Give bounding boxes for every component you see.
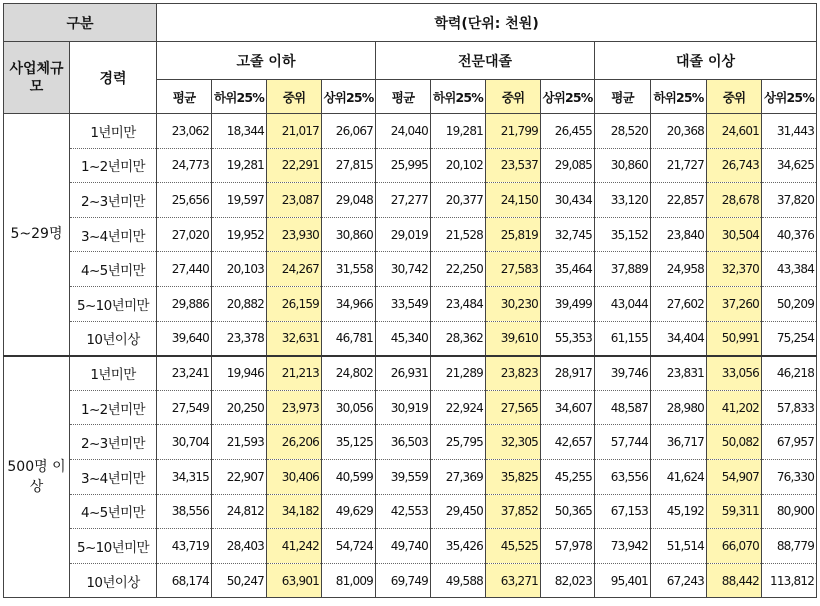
value-cell: 113,812 <box>762 563 817 598</box>
value-cell: 50,209 <box>762 286 817 321</box>
table-row <box>4 563 817 598</box>
header-stat-upper25: 상위25% <box>762 80 817 114</box>
value-cell: 37,889 <box>595 252 651 287</box>
experience-cell: 5~10년미만 <box>70 286 157 321</box>
value-cell: 26,206 <box>267 425 322 460</box>
value-cell: 22,250 <box>431 252 486 287</box>
value-cell: 27,583 <box>486 252 541 287</box>
value-cell: 81,009 <box>322 563 376 598</box>
value-cell: 24,601 <box>707 114 762 149</box>
value-cell: 35,125 <box>322 425 376 460</box>
table-header <box>4 4 817 114</box>
value-cell: 29,085 <box>541 148 595 183</box>
value-cell: 29,019 <box>376 217 431 252</box>
value-cell: 66,070 <box>707 529 762 564</box>
value-cell: 63,901 <box>267 563 322 598</box>
header-stat-median: 중위 <box>267 80 322 114</box>
table-row <box>4 252 817 287</box>
value-cell: 40,376 <box>762 217 817 252</box>
value-cell: 50,247 <box>212 563 267 598</box>
header-category: 구분 <box>4 4 157 42</box>
header-edu-level-college: 전문대졸 <box>376 42 595 80</box>
value-cell: 21,727 <box>651 148 707 183</box>
value-cell: 22,907 <box>212 459 267 494</box>
value-cell: 19,281 <box>431 114 486 149</box>
value-cell: 20,103 <box>212 252 267 287</box>
value-cell: 73,942 <box>595 529 651 564</box>
experience-cell: 2~3년미만 <box>70 425 157 460</box>
value-cell: 25,995 <box>376 148 431 183</box>
value-cell: 34,625 <box>762 148 817 183</box>
value-cell: 27,277 <box>376 183 431 218</box>
value-cell: 69,749 <box>376 563 431 598</box>
value-cell: 30,860 <box>595 148 651 183</box>
experience-cell: 10년이상 <box>70 321 157 356</box>
value-cell: 22,857 <box>651 183 707 218</box>
header-stat-average: 평균 <box>595 80 651 114</box>
value-cell: 63,556 <box>595 459 651 494</box>
value-cell: 88,442 <box>707 563 762 598</box>
value-cell: 27,815 <box>322 148 376 183</box>
table-row <box>4 459 817 494</box>
value-cell: 39,499 <box>541 286 595 321</box>
value-cell: 75,254 <box>762 321 817 356</box>
value-cell: 38,556 <box>157 494 212 529</box>
value-cell: 39,746 <box>595 356 651 391</box>
value-cell: 33,056 <box>707 356 762 391</box>
value-cell: 55,353 <box>541 321 595 356</box>
value-cell: 50,082 <box>707 425 762 460</box>
value-cell: 27,602 <box>651 286 707 321</box>
value-cell: 20,102 <box>431 148 486 183</box>
value-cell: 82,023 <box>541 563 595 598</box>
value-cell: 28,678 <box>707 183 762 218</box>
value-cell: 51,514 <box>651 529 707 564</box>
value-cell: 26,743 <box>707 148 762 183</box>
value-cell: 27,565 <box>486 390 541 425</box>
header-edu-level-highschool: 고졸 이하 <box>157 42 376 80</box>
value-cell: 23,831 <box>651 356 707 391</box>
value-cell: 24,267 <box>267 252 322 287</box>
value-cell: 39,640 <box>157 321 212 356</box>
value-cell: 21,213 <box>267 356 322 391</box>
value-cell: 37,820 <box>762 183 817 218</box>
value-cell: 30,056 <box>322 390 376 425</box>
value-cell: 19,281 <box>212 148 267 183</box>
value-cell: 35,152 <box>595 217 651 252</box>
experience-cell: 1~2년미만 <box>70 390 157 425</box>
table-row <box>4 356 817 391</box>
value-cell: 54,724 <box>322 529 376 564</box>
header-edu-level-university: 대졸 이상 <box>595 42 817 80</box>
value-cell: 34,966 <box>322 286 376 321</box>
value-cell: 28,980 <box>651 390 707 425</box>
experience-cell: 2~3년미만 <box>70 183 157 218</box>
value-cell: 21,799 <box>486 114 541 149</box>
value-cell: 50,365 <box>541 494 595 529</box>
experience-cell: 4~5년미만 <box>70 494 157 529</box>
value-cell: 67,243 <box>651 563 707 598</box>
table-row <box>4 321 817 356</box>
value-cell: 23,537 <box>486 148 541 183</box>
header-stat-median: 중위 <box>486 80 541 114</box>
value-cell: 23,484 <box>431 286 486 321</box>
value-cell: 31,558 <box>322 252 376 287</box>
value-cell: 23,087 <box>267 183 322 218</box>
header-experience: 경력 <box>70 42 157 114</box>
value-cell: 22,291 <box>267 148 322 183</box>
value-cell: 67,153 <box>595 494 651 529</box>
value-cell: 30,742 <box>376 252 431 287</box>
value-cell: 29,886 <box>157 286 212 321</box>
value-cell: 27,440 <box>157 252 212 287</box>
table-row <box>4 286 817 321</box>
value-cell: 49,588 <box>431 563 486 598</box>
value-cell: 57,833 <box>762 390 817 425</box>
experience-cell: 3~4년미만 <box>70 217 157 252</box>
value-cell: 25,795 <box>431 425 486 460</box>
value-cell: 34,404 <box>651 321 707 356</box>
value-cell: 25,819 <box>486 217 541 252</box>
value-cell: 28,362 <box>431 321 486 356</box>
value-cell: 45,192 <box>651 494 707 529</box>
value-cell: 22,924 <box>431 390 486 425</box>
value-cell: 20,368 <box>651 114 707 149</box>
value-cell: 57,978 <box>541 529 595 564</box>
value-cell: 32,370 <box>707 252 762 287</box>
header-stat-lower25: 하위25% <box>651 80 707 114</box>
header-company-size: 사업체규모 <box>4 42 70 114</box>
value-cell: 30,230 <box>486 286 541 321</box>
value-cell: 39,610 <box>486 321 541 356</box>
header-education: 학력(단위: 천원) <box>157 4 817 42</box>
value-cell: 30,434 <box>541 183 595 218</box>
experience-cell: 1년미만 <box>70 114 157 149</box>
value-cell: 41,202 <box>707 390 762 425</box>
value-cell: 23,062 <box>157 114 212 149</box>
value-cell: 63,271 <box>486 563 541 598</box>
value-cell: 95,401 <box>595 563 651 598</box>
value-cell: 24,802 <box>322 356 376 391</box>
value-cell: 26,067 <box>322 114 376 149</box>
value-cell: 20,377 <box>431 183 486 218</box>
experience-cell: 5~10년미만 <box>70 529 157 564</box>
value-cell: 21,017 <box>267 114 322 149</box>
value-cell: 67,957 <box>762 425 817 460</box>
value-cell: 32,745 <box>541 217 595 252</box>
value-cell: 40,599 <box>322 459 376 494</box>
value-cell: 36,717 <box>651 425 707 460</box>
table-row <box>4 114 817 149</box>
value-cell: 28,520 <box>595 114 651 149</box>
value-cell: 30,919 <box>376 390 431 425</box>
value-cell: 49,629 <box>322 494 376 529</box>
value-cell: 27,369 <box>431 459 486 494</box>
value-cell: 21,289 <box>431 356 486 391</box>
value-cell: 37,260 <box>707 286 762 321</box>
value-cell: 32,305 <box>486 425 541 460</box>
value-cell: 30,406 <box>267 459 322 494</box>
value-cell: 42,657 <box>541 425 595 460</box>
table-row <box>4 183 817 218</box>
value-cell: 33,549 <box>376 286 431 321</box>
value-cell: 80,900 <box>762 494 817 529</box>
value-cell: 23,378 <box>212 321 267 356</box>
value-cell: 25,656 <box>157 183 212 218</box>
value-cell: 30,860 <box>322 217 376 252</box>
salary-table-container <box>3 3 816 598</box>
value-cell: 42,553 <box>376 494 431 529</box>
value-cell: 45,525 <box>486 529 541 564</box>
value-cell: 23,930 <box>267 217 322 252</box>
header-stat-average: 평균 <box>376 80 431 114</box>
value-cell: 26,931 <box>376 356 431 391</box>
value-cell: 46,218 <box>762 356 817 391</box>
value-cell: 48,587 <box>595 390 651 425</box>
value-cell: 46,781 <box>322 321 376 356</box>
value-cell: 34,607 <box>541 390 595 425</box>
value-cell: 57,744 <box>595 425 651 460</box>
value-cell: 29,450 <box>431 494 486 529</box>
value-cell: 19,946 <box>212 356 267 391</box>
value-cell: 24,040 <box>376 114 431 149</box>
value-cell: 68,174 <box>157 563 212 598</box>
value-cell: 43,044 <box>595 286 651 321</box>
value-cell: 35,825 <box>486 459 541 494</box>
value-cell: 24,773 <box>157 148 212 183</box>
table-row <box>4 217 817 252</box>
value-cell: 33,120 <box>595 183 651 218</box>
value-cell: 19,597 <box>212 183 267 218</box>
experience-cell: 4~5년미만 <box>70 252 157 287</box>
value-cell: 20,882 <box>212 286 267 321</box>
value-cell: 45,255 <box>541 459 595 494</box>
value-cell: 43,719 <box>157 529 212 564</box>
header-stat-average: 평균 <box>157 80 212 114</box>
value-cell: 26,455 <box>541 114 595 149</box>
value-cell: 50,991 <box>707 321 762 356</box>
value-cell: 35,464 <box>541 252 595 287</box>
value-cell: 61,155 <box>595 321 651 356</box>
table-row <box>4 529 817 564</box>
table-row <box>4 148 817 183</box>
header-stat-lower25: 하위25% <box>212 80 267 114</box>
value-cell: 21,593 <box>212 425 267 460</box>
company-size-cell: 5~29명 <box>4 114 70 356</box>
value-cell: 31,443 <box>762 114 817 149</box>
value-cell: 27,020 <box>157 217 212 252</box>
value-cell: 29,048 <box>322 183 376 218</box>
company-size-cell: 500명 이상 <box>4 356 70 598</box>
value-cell: 30,704 <box>157 425 212 460</box>
header-stat-upper25: 상위25% <box>322 80 376 114</box>
value-cell: 23,840 <box>651 217 707 252</box>
value-cell: 34,182 <box>267 494 322 529</box>
value-cell: 88,779 <box>762 529 817 564</box>
value-cell: 34,315 <box>157 459 212 494</box>
salary-table <box>3 3 817 598</box>
value-cell: 28,917 <box>541 356 595 391</box>
value-cell: 21,528 <box>431 217 486 252</box>
experience-cell: 10년이상 <box>70 563 157 598</box>
value-cell: 41,242 <box>267 529 322 564</box>
value-cell: 54,907 <box>707 459 762 494</box>
table-row <box>4 390 817 425</box>
header-stat-lower25: 하위25% <box>431 80 486 114</box>
value-cell: 24,958 <box>651 252 707 287</box>
value-cell: 43,384 <box>762 252 817 287</box>
experience-cell: 3~4년미만 <box>70 459 157 494</box>
value-cell: 23,241 <box>157 356 212 391</box>
value-cell: 23,973 <box>267 390 322 425</box>
table-row <box>4 494 817 529</box>
value-cell: 30,504 <box>707 217 762 252</box>
header-stat-upper25: 상위25% <box>541 80 595 114</box>
value-cell: 20,250 <box>212 390 267 425</box>
header-stat-median: 중위 <box>707 80 762 114</box>
value-cell: 27,549 <box>157 390 212 425</box>
experience-cell: 1~2년미만 <box>70 148 157 183</box>
value-cell: 37,852 <box>486 494 541 529</box>
value-cell: 39,559 <box>376 459 431 494</box>
value-cell: 76,330 <box>762 459 817 494</box>
value-cell: 26,159 <box>267 286 322 321</box>
value-cell: 23,823 <box>486 356 541 391</box>
value-cell: 59,311 <box>707 494 762 529</box>
value-cell: 41,624 <box>651 459 707 494</box>
table-row <box>4 425 817 460</box>
value-cell: 45,340 <box>376 321 431 356</box>
value-cell: 24,812 <box>212 494 267 529</box>
value-cell: 35,426 <box>431 529 486 564</box>
experience-cell: 1년미만 <box>70 356 157 391</box>
value-cell: 32,631 <box>267 321 322 356</box>
table-body <box>4 114 817 598</box>
value-cell: 36,503 <box>376 425 431 460</box>
value-cell: 19,952 <box>212 217 267 252</box>
value-cell: 18,344 <box>212 114 267 149</box>
value-cell: 28,403 <box>212 529 267 564</box>
value-cell: 24,150 <box>486 183 541 218</box>
value-cell: 49,740 <box>376 529 431 564</box>
